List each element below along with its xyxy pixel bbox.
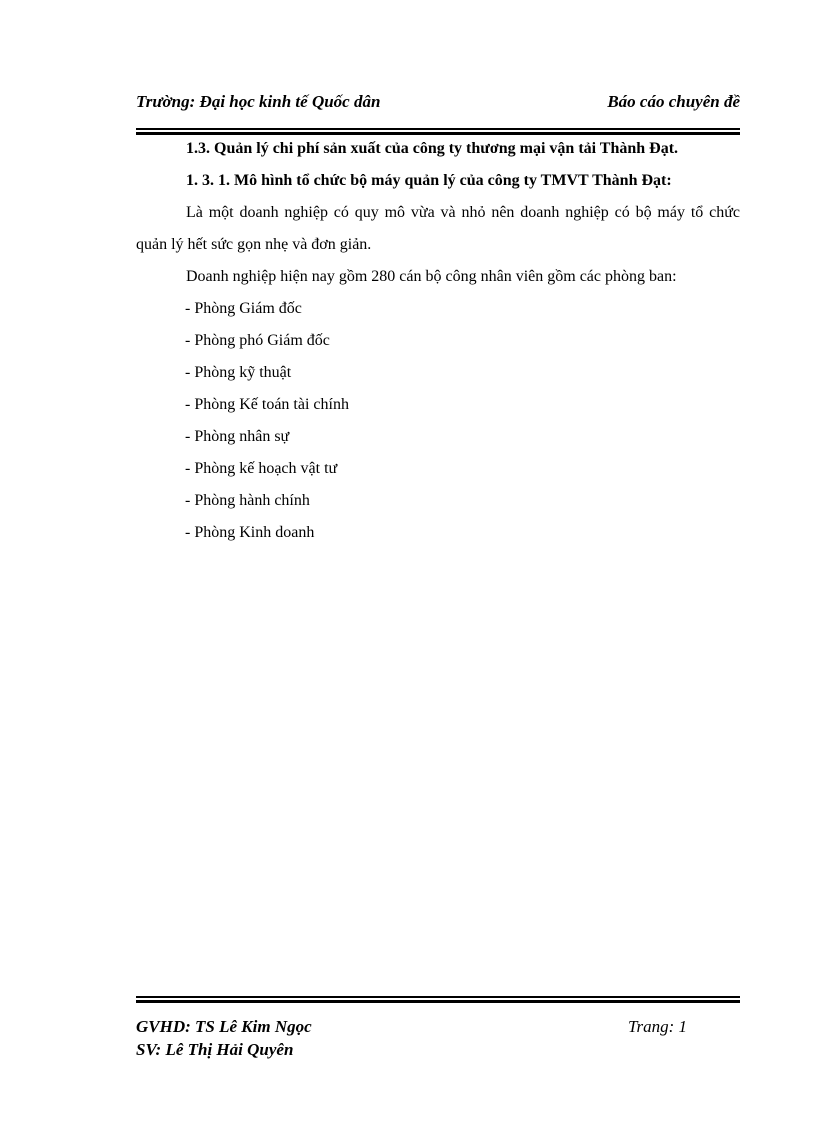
list-item: - Phòng Giám đốc [185,300,302,317]
intro-paragraph: Là một doanh nghiệp có quy mô vừa và nhỏ nên doanh nghiệp có bộ máy tổ chức quản lý hết sức gọn nhẹ và đơn giản. [136,204,740,253]
departments-intro: Doanh nghiệp hiện nay gồm 280 cán bộ công nhân viên gồm các phòng ban: [186,268,677,285]
student-name: SV: Lê Thị Hải Quyên [136,1040,294,1059]
list-item: - Phòng kế hoạch vật tư [185,460,338,477]
list-item: - Phòng phó Giám đốc [185,332,330,349]
advisor-name: GVHD: TS Lê Kim Ngọc [136,1017,312,1036]
footer-divider [136,996,740,1003]
school-name: Trường: Đại học kinh tế Quốc dân [136,92,381,111]
list-item: - Phòng kỹ thuật [185,364,292,381]
list-item: - Phòng Kế toán tài chính [185,396,349,413]
list-item: - Phòng hành chính [185,492,310,509]
section-heading: 1.3. Quản lý chi phí sản xuất của công ty thương mại vận tải Thành Đạt. [186,140,679,157]
page-number: Trang: 1 [628,1017,688,1036]
document-body [136,133,740,549]
department-list [136,293,740,549]
subsection-heading: 1. 3. 1. Mô hình tổ chức bộ máy quản lý của công ty TMVT Thành Đạt: [186,172,672,189]
page-header [136,92,740,116]
list-item: - Phòng nhân sự [185,428,290,445]
report-type: Báo cáo chuyên đề [607,92,740,111]
list-item: - Phòng Kinh doanh [185,524,315,541]
